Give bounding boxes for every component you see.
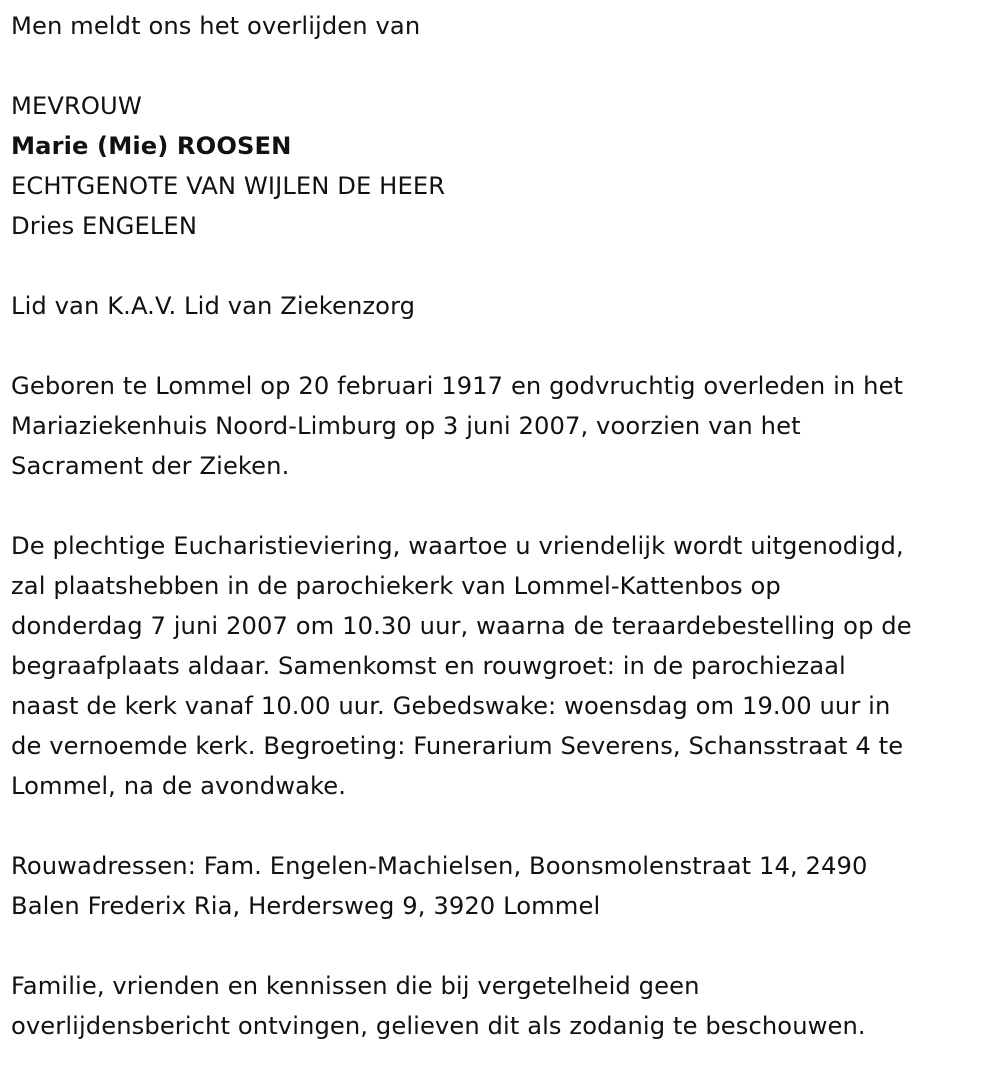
spacer: [11, 246, 996, 286]
paragraph-line: naast de kerk vanaf 10.00 uur. Gebedswake: woensdag om 19.00 uur in: [11, 692, 891, 720]
paragraph-line: zal plaatshebben in de parochiekerk van Lommel-Kattenbos op: [11, 572, 781, 600]
paragraph-line: begraafplaats aldaar. Samenkomst en rouwgroet: in de parochiezaal: [11, 652, 846, 680]
spacer: [11, 926, 996, 966]
paragraph-line: Geboren te Lommel op 20 februari 1917 en godvruchtig overleden in het: [11, 372, 904, 400]
death-notice: [11, 6, 996, 1046]
paragraph-line: De plechtige Eucharistieviering, waartoe u vriendelijk wordt uitgenodigd,: [11, 532, 904, 560]
paragraph-line: overlijdensbericht ontvingen, gelieven dit als zodanig te beschouwen.: [11, 1012, 866, 1040]
spouse-name: Dries ENGELEN: [11, 212, 198, 240]
paragraph-line: Familie, vrienden en kennissen die bij vergetelheid geen: [11, 972, 700, 1000]
spacer: [11, 326, 996, 366]
spacer: [11, 486, 996, 526]
paragraph-line: donderdag 7 juni 2007 om 10.30 uur, waarna de teraardebestelling op de: [11, 612, 912, 640]
addresses-paragraph: [11, 846, 996, 926]
membership-text: Lid van K.A.V. Lid van Ziekenzorg: [11, 292, 416, 320]
paragraph-line: Rouwadressen: Fam. Engelen-Machielsen, Boonsmolenstraat 14, 2490: [11, 852, 868, 880]
honorific: MEVROUW: [11, 92, 142, 120]
relation-text: ECHTGENOTE VAN WIJLEN DE HEER: [11, 172, 446, 200]
paragraph-line: de vernoemde kerk. Begroeting: Funerarium Severens, Schansstraat 4 te: [11, 732, 904, 760]
paragraph-line: Balen Frederix Ria, Herdersweg 9, 3920 Lommel: [11, 892, 601, 920]
ceremony-paragraph: [11, 526, 996, 806]
spacer: [11, 46, 996, 86]
intro-text: Men meldt ons het overlijden van: [11, 12, 421, 40]
spacer: [11, 806, 996, 846]
closing-paragraph: [11, 966, 996, 1046]
paragraph-line: Mariaziekenhuis Noord-Limburg op 3 juni 2007, voorzien van het: [11, 412, 801, 440]
deceased-name: Marie (Mie) ROOSEN: [11, 132, 292, 160]
birth-death-paragraph: [11, 366, 996, 486]
paragraph-line: Lommel, na de avondwake.: [11, 772, 347, 800]
paragraph-line: Sacrament der Zieken.: [11, 452, 290, 480]
